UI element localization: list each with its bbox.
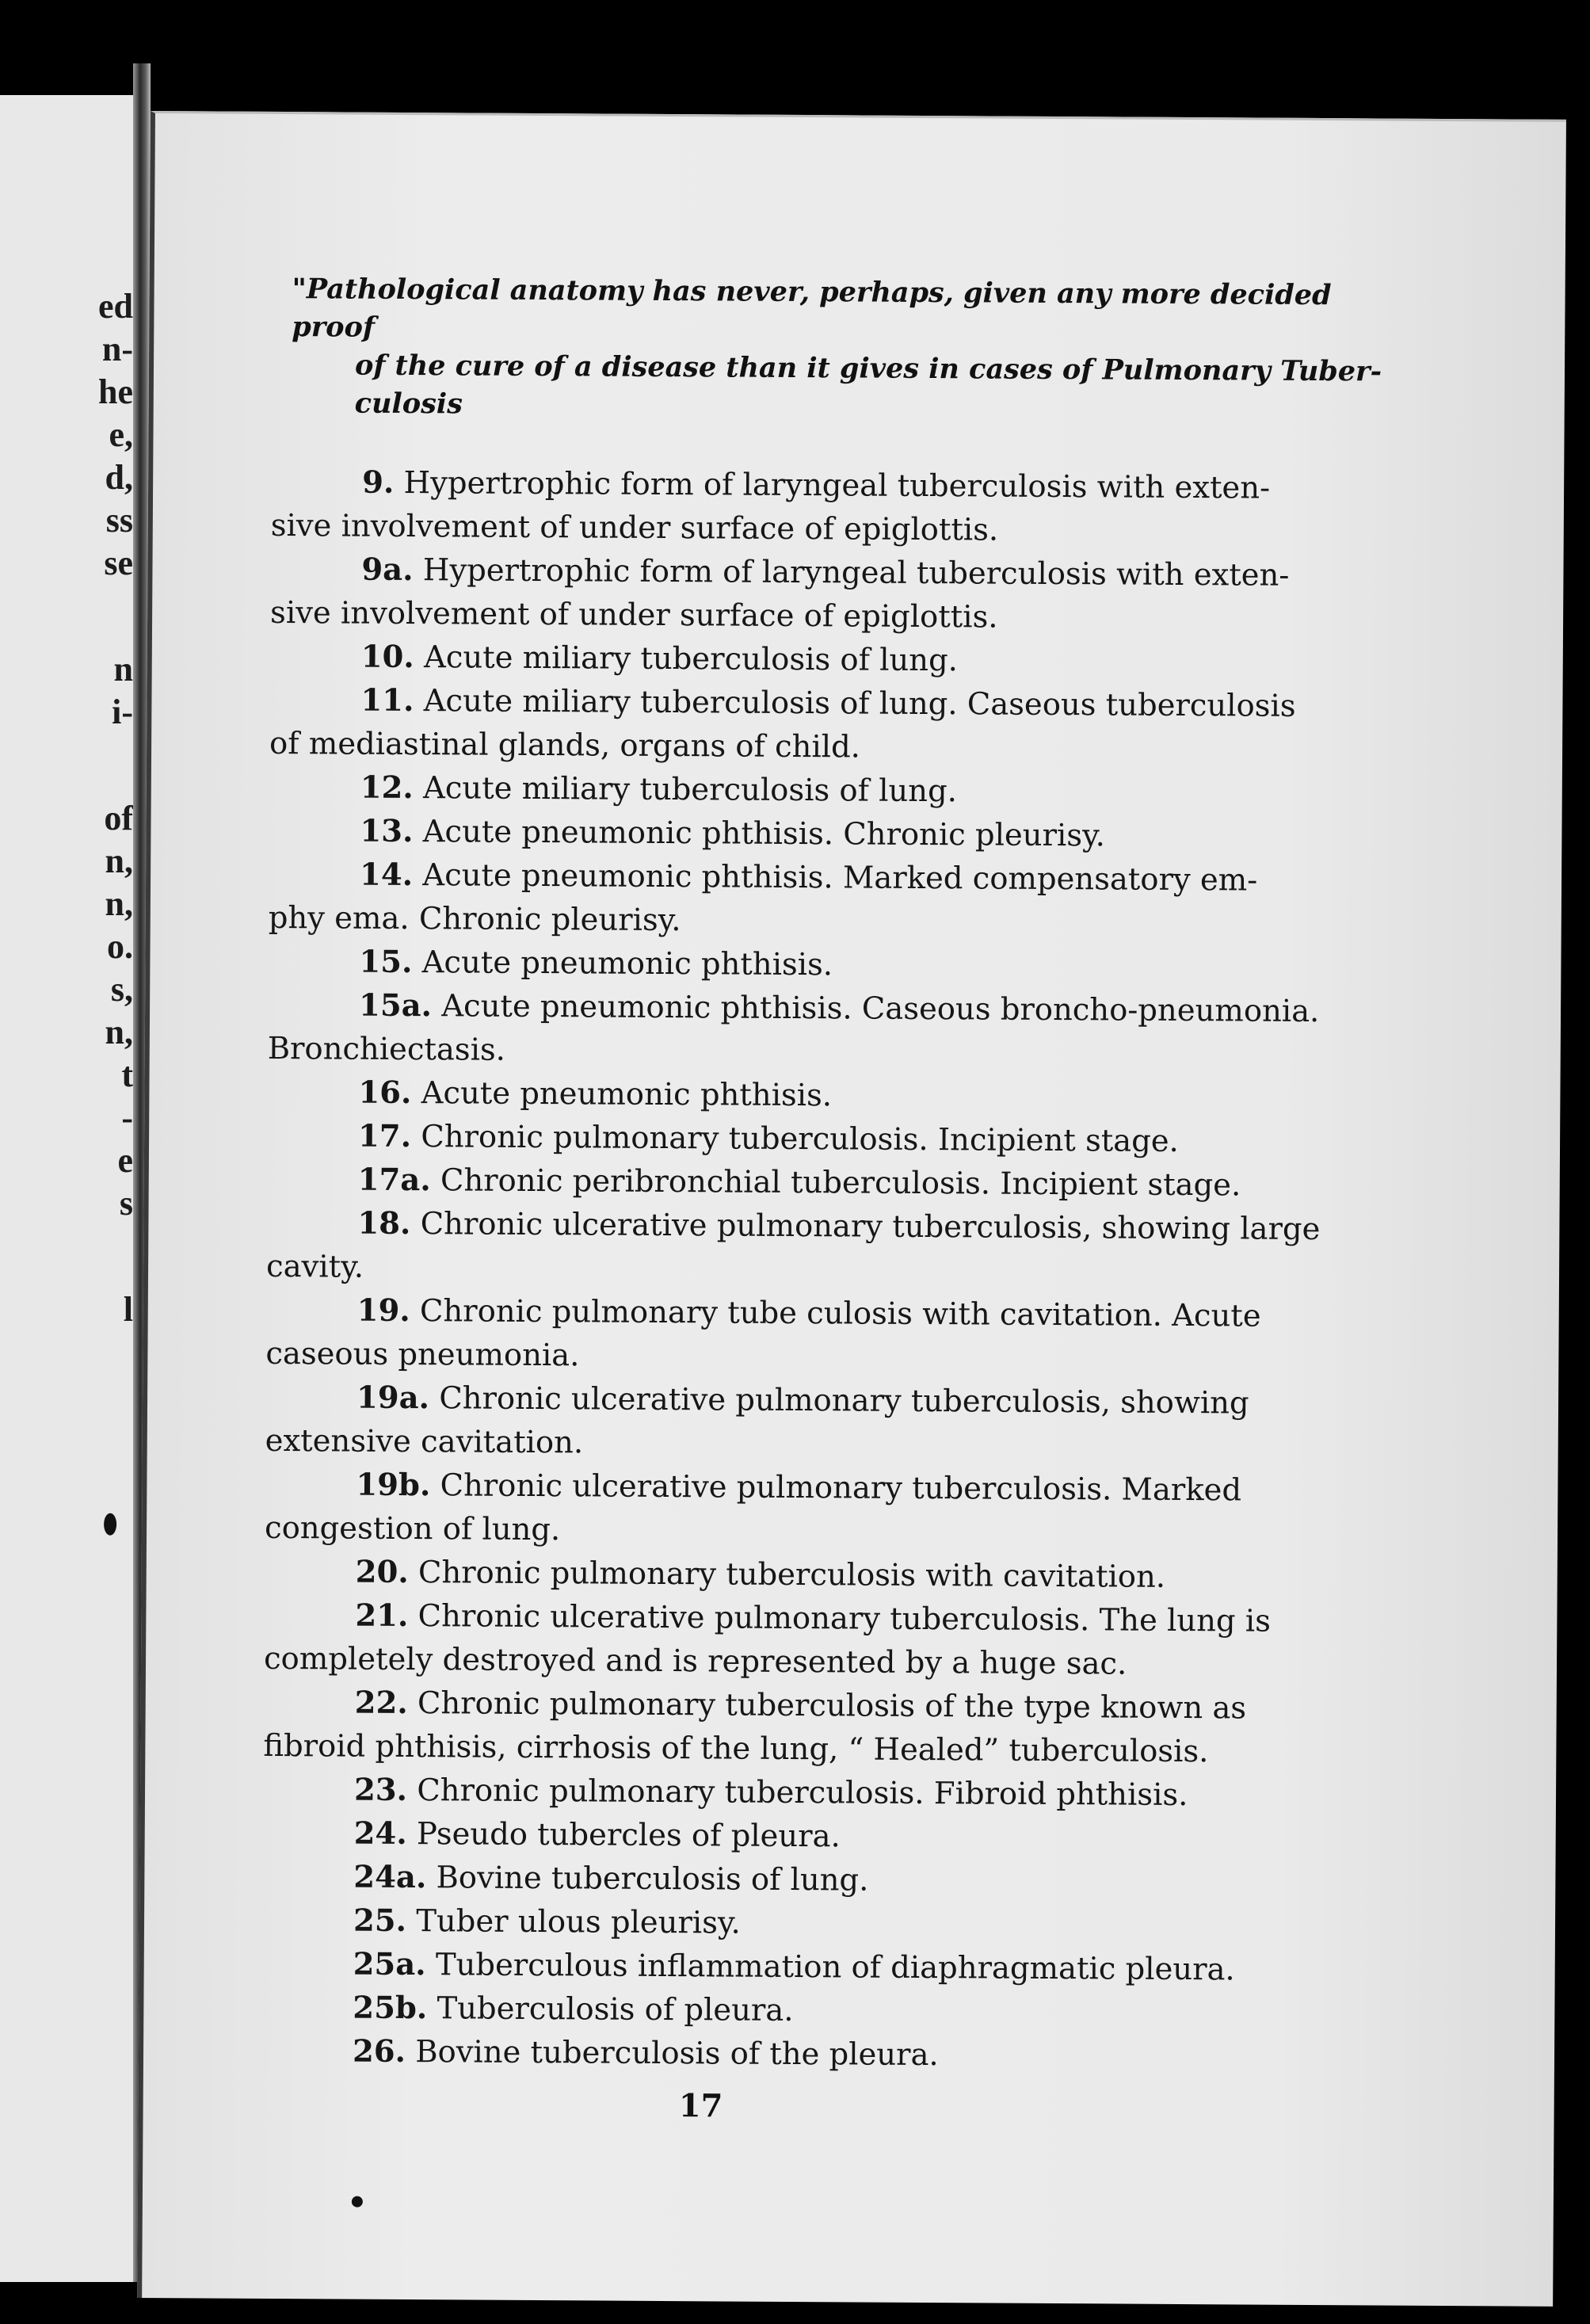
facing-page-fragment-line: ed [98,287,133,326]
facing-page-fragment-line: s [119,1184,133,1223]
entry-text: Acute pneumonic phthisis. Marked compensatory em- [422,857,1258,899]
facing-page-fragment-line: he [98,372,133,411]
entry-first-line [269,678,1394,729]
entry-first-line [267,1158,1392,1208]
facing-page-fragment-line: n [113,650,133,689]
specimen-entry [267,1070,1392,1121]
specimen-entry [267,1158,1392,1208]
facing-page-fragment-line: n, [105,841,133,880]
ink-speck [104,1513,116,1536]
entry-number: 15. [359,944,413,981]
entry-number: 10. [360,639,414,676]
specimen-entry [265,1550,1390,1601]
page-number: 17 [678,2087,723,2125]
entry-continuation: sive involvement of under surface of epiglottis. [269,594,998,635]
specimen-entry [263,1681,1389,1775]
entry-text: Chronic ulcerative pulmonary tuberculosis. The lung is [418,1598,1272,1639]
entry-number: 14. [359,857,414,894]
entry-text: Acute miliary tuberculosis of lung. [423,639,959,679]
entry-number: 25. [353,1902,407,1940]
entry-text: Acute pneumonic phthisis. Chronic pleurisy. [422,814,1106,854]
entry-first-line [265,1463,1390,1513]
entry-text: Chronic pulmonary tuberculosis. Fibroid phthisis. [417,1773,1188,1814]
facing-page-fragment-line: o. [107,927,133,966]
entry-number: 22. [354,1685,408,1722]
specimen-entry [265,1463,1390,1557]
entry-first-line [264,1593,1389,1644]
entry-text: Chronic pulmonary tuberculosis. Incipient stage. [421,1119,1180,1159]
quote-line: of the cure of a disease than it gives in cases of Pulmonary Tuber- [354,349,1382,388]
specimen-entry [268,940,1393,990]
quote-line: "Pathological anatomy has never, perhaps, given any more decided proof [292,273,1332,344]
entry-number: 19b. [356,1467,431,1504]
entry-number: 23. [353,1772,408,1809]
entry-text: Acute miliary tuberculosis of lung. [422,770,958,810]
entry-number: 25b. [353,1990,428,2027]
specimen-entry [268,983,1394,1078]
entry-number: 19. [357,1292,410,1330]
entry-text: Chronic ulcerative pulmonary tuberculosis, showing large [420,1206,1321,1248]
entry-text: Chronic pulmonary tuberculosis of the type known as [417,1685,1247,1727]
entry-continuation: congestion of lung. [264,1509,561,1548]
entry-number: 25a. [353,1946,426,1983]
entry-first-line [269,853,1394,903]
quote-line: culosis [354,387,463,421]
entry-text: Hypertrophic form of laryngeal tuberculosis with exten- [422,552,1290,593]
entry-first-line [262,1899,1387,1949]
specimen-entry [271,460,1397,555]
specimen-entry [269,765,1394,816]
entry-first-line [263,1768,1388,1818]
specimen-entry [265,1376,1391,1470]
entry-continuation: completely destroyed and is represented by a huge sac. [263,1640,1127,1682]
entry-first-line [263,1811,1388,1862]
entry-number: 9a. [361,551,414,589]
facing-page-fragment-line: l [123,1290,133,1329]
entry-first-line [268,983,1393,1034]
facing-page-fragment-line [0,734,133,797]
facing-page-text-fragments [0,285,133,1331]
entry-first-line [268,940,1393,990]
entry-text: Acute pneumonic phthisis. [421,944,833,983]
entry-number: 18. [357,1205,411,1242]
entry-number: 13. [360,813,414,850]
specimen-entry [270,548,1396,642]
facing-page-fragment-line: n, [105,884,133,923]
entry-first-line [270,635,1395,685]
facing-page-fragment-line: e, [109,415,133,454]
entry-text: Tuber ulous pleurisy. [416,1903,741,1941]
entry-text: Chronic ulcerative pulmonary tuberculosis. Marked [440,1467,1242,1509]
entry-first-line [270,548,1395,598]
entry-text: Pseudo tubercles of pleura. [416,1816,841,1855]
facing-page-fragment-line: - [121,1098,133,1137]
facing-page-fragment-line [0,585,133,648]
entry-text: Acute pneumonic phthisis. [421,1075,833,1114]
facing-page-fragment-line: s, [110,970,133,1009]
entry-first-line [265,1376,1390,1426]
facing-page-fragment-line: e [117,1141,133,1180]
entry-continuation: phy ema. Chronic pleurisy. [268,899,681,939]
entry-text: Chronic peribronchial tuberculosis. Incipient stage. [440,1162,1241,1204]
entry-first-line [267,1114,1392,1165]
facing-page-fragment-line: i- [112,693,133,731]
facing-page-fragment-line [0,1225,133,1288]
entry-number: 17. [357,1118,412,1155]
entry-number: 9. [362,464,395,501]
entry-number: 17a. [357,1162,431,1199]
specimen-entry [265,1288,1391,1383]
entry-number: 20. [355,1554,409,1591]
entry-first-line [267,1070,1392,1121]
entry-text: Acute miliary tuberculosis of lung. Caseous tuberculosis [423,683,1296,724]
facing-page-fragment-line: n, [105,1013,133,1051]
specimen-entry [263,1768,1388,1818]
entry-first-line [266,1288,1391,1339]
specimen-entry [262,1855,1387,1906]
specimen-entry [269,809,1394,860]
entry-first-line [262,1855,1387,1906]
entry-number: 16. [358,1074,412,1112]
entry-text: Acute pneumonic phthisis. Caseous broncho-pneumonia. [441,988,1320,1030]
facing-page-fragment-line: d, [105,458,133,497]
entry-first-line [265,1550,1390,1601]
entry-number: 19a. [356,1380,430,1417]
epigraph-quote [292,270,1417,429]
specimen-entry [266,1201,1392,1296]
page [137,111,1566,2307]
entry-number: 12. [360,769,414,807]
specimen-entry [270,635,1395,685]
entry-number: 11. [360,682,414,719]
entry-continuation: fibroid phthisis, cirrhosis of the lung, “ Healed” tuberculosis. [263,1727,1209,1770]
entry-first-line [266,1201,1391,1252]
entry-first-line [271,460,1396,511]
facing-page-fragment-line: t [121,1055,133,1094]
entry-text: Bovine tuberculosis of lung. [436,1860,869,1899]
specimen-entry [267,1114,1392,1165]
entry-text: Chronic pulmonary tube culosis with cavitation. Acute [419,1293,1261,1334]
entry-text: Tuberculous inflammation of diaphragmatic pleura. [435,1947,1235,1988]
entry-continuation: caseous pneumonia. [265,1335,580,1374]
facing-page-fragment-line: ss [105,501,133,540]
ink-speck [352,2196,363,2208]
entry-text: Chronic pulmonary tuberculosis with cavitation. [418,1555,1166,1595]
entry-number: 15a. [358,987,433,1025]
specimen-entry [264,1593,1390,1688]
entry-text: Chronic ulcerative pulmonary tuberculosis, showing [439,1380,1249,1421]
specimen-entry [262,1942,1387,1993]
specimen-entry [262,1899,1387,1949]
facing-page-fragment-line: of [104,799,133,838]
facing-page-fragment-line: se [104,544,133,582]
entry-continuation: cavity. [265,1248,364,1285]
entry-first-line [269,809,1394,860]
specimen-list [261,460,1396,2080]
specimen-entry [261,2029,1386,2080]
entry-number: 24. [353,1815,407,1853]
entry-number: 24a. [353,1859,427,1896]
entry-continuation: Bronchiectasis. [267,1030,506,1068]
entry-continuation: sive involvement of under surface of epiglottis. [270,507,999,548]
entry-first-line [264,1681,1389,1731]
specimen-entry [269,678,1395,773]
entry-first-line [269,765,1394,816]
facing-page-fragment [0,95,133,2282]
entry-number: 21. [355,1597,409,1635]
specimen-entry [263,1811,1388,1862]
entry-first-line [262,1942,1387,1993]
entry-continuation: extensive cavitation. [265,1422,584,1461]
entry-text: Tuberculosis of pleura. [437,1990,794,2029]
entry-first-line [261,2029,1386,2080]
entry-text: Hypertrophic form of laryngeal tuberculosis with exten- [403,464,1271,506]
entry-continuation: of mediastinal glands, organs of child. [269,725,861,765]
specimen-entry [261,1986,1386,2036]
entry-first-line [261,1986,1386,2036]
facing-page-fragment-line: n- [101,330,133,368]
specimen-entry [269,853,1394,947]
entry-number: 26. [352,2033,406,2070]
entry-text: Bovine tuberculosis of the pleura. [415,2034,939,2074]
